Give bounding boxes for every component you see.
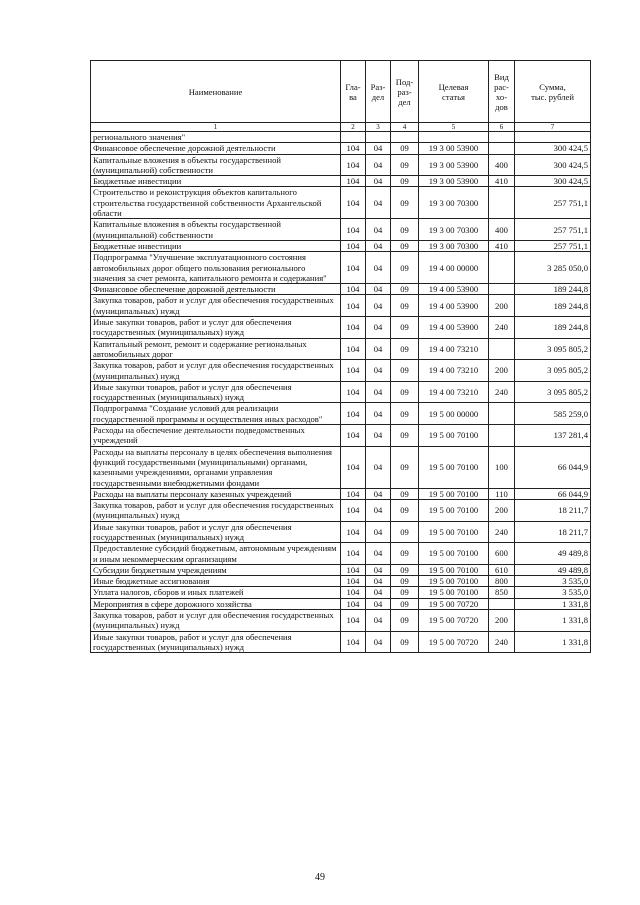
- cell-razdel: 04: [366, 317, 391, 339]
- cell-sum: 66 044,9: [515, 446, 591, 488]
- cell-sum: 66 044,9: [515, 488, 591, 499]
- cell-vid: 850: [489, 587, 515, 598]
- cell-podrazdel: 09: [391, 176, 419, 187]
- cell-vid: [489, 187, 515, 219]
- cell-name: Мероприятия в сфере дорожного хозяйства: [91, 598, 341, 609]
- cell-name: Субсидии бюджетным учреждениям: [91, 564, 341, 575]
- header-vid: Вид рас- хо- дов: [489, 61, 515, 123]
- table-body: [91, 132, 591, 653]
- cell-podrazdel: 09: [391, 488, 419, 499]
- header-target: Целевая статья: [419, 61, 489, 123]
- cell-target: 19 4 00 73210: [419, 381, 489, 403]
- cell-podrazdel: 09: [391, 403, 419, 425]
- cell-vid: 600: [489, 543, 515, 565]
- cell-sum: 189 244,8: [515, 284, 591, 295]
- cell-vid: 410: [489, 240, 515, 251]
- cell-target: 19 3 00 53900: [419, 176, 489, 187]
- cell-name: Иные бюджетные ассигнования: [91, 576, 341, 587]
- cell-razdel: 04: [366, 488, 391, 499]
- cell-glava: [341, 132, 366, 143]
- cell-name: Расходы на выплаты персоналу в целях обеспечения выполнения функций государственными (муниципальными) органами, казенными учреждениями, органами управления государственными внебюджетными фондами: [91, 446, 341, 488]
- column-index: 2: [341, 123, 366, 132]
- cell-podrazdel: 09: [391, 631, 419, 653]
- table-row: [91, 587, 591, 598]
- cell-razdel: 04: [366, 240, 391, 251]
- cell-target: 19 3 00 53900: [419, 143, 489, 154]
- cell-name: Финансовое обеспечение дорожной деятельности: [91, 284, 341, 295]
- cell-name: Бюджетные инвестиции: [91, 176, 341, 187]
- header-razdel: Раз- дел: [366, 61, 391, 123]
- cell-name: Капитальные вложения в объекты государственной (муниципальной) собственности: [91, 219, 341, 241]
- cell-sum: [515, 132, 591, 143]
- cell-vid: [489, 338, 515, 360]
- cell-vid: 400: [489, 154, 515, 176]
- cell-podrazdel: 09: [391, 317, 419, 339]
- table-row: [91, 631, 591, 653]
- cell-name: Бюджетные инвестиции: [91, 240, 341, 251]
- table-row: [91, 425, 591, 447]
- cell-vid: [489, 284, 515, 295]
- table-row: [91, 500, 591, 522]
- cell-podrazdel: 09: [391, 154, 419, 176]
- cell-razdel: 04: [366, 295, 391, 317]
- cell-name: регионального значения": [91, 132, 341, 143]
- cell-name: Иные закупки товаров, работ и услуг для обеспечения государственных (муниципальных) нужд: [91, 521, 341, 543]
- cell-glava: 104: [341, 317, 366, 339]
- cell-glava: 104: [341, 610, 366, 632]
- table-row: [91, 176, 591, 187]
- cell-razdel: 04: [366, 360, 391, 382]
- cell-razdel: 04: [366, 521, 391, 543]
- cell-target: 19 5 00 70100: [419, 564, 489, 575]
- cell-name: Строительство и реконструкция объектов капитального строительства государственной собственности Архангельской области: [91, 187, 341, 219]
- cell-sum: 257 751,1: [515, 240, 591, 251]
- cell-glava: 104: [341, 295, 366, 317]
- cell-sum: 49 489,8: [515, 543, 591, 565]
- table-row: [91, 132, 591, 143]
- cell-target: 19 4 00 73210: [419, 360, 489, 382]
- column-index: 1: [91, 123, 341, 132]
- header-podrazdel: Под- раз- дел: [391, 61, 419, 123]
- cell-name: Расходы на обеспечение деятельности подведомственных учреждений: [91, 425, 341, 447]
- cell-glava: 104: [341, 576, 366, 587]
- cell-name: Закупка товаров, работ и услуг для обеспечения государственных (муниципальных) нужд: [91, 295, 341, 317]
- cell-podrazdel: 09: [391, 240, 419, 251]
- cell-glava: 104: [341, 252, 366, 284]
- cell-sum: 3 095 805,2: [515, 381, 591, 403]
- cell-sum: 1 331,8: [515, 598, 591, 609]
- cell-sum: 3 095 805,2: [515, 360, 591, 382]
- cell-name: Иные закупки товаров, работ и услуг для обеспечения государственных (муниципальных) нужд: [91, 381, 341, 403]
- cell-sum: 585 259,0: [515, 403, 591, 425]
- document-page: [90, 60, 590, 653]
- table-row: [91, 317, 591, 339]
- column-index: 3: [366, 123, 391, 132]
- table-row: [91, 187, 591, 219]
- cell-target: 19 5 00 70100: [419, 543, 489, 565]
- cell-name: Закупка товаров, работ и услуг для обеспечения государственных (муниципальных) нужд: [91, 500, 341, 522]
- cell-razdel: 04: [366, 187, 391, 219]
- table-row: [91, 543, 591, 565]
- cell-name: Закупка товаров, работ и услуг для обеспечения государственных (муниципальных) нужд: [91, 360, 341, 382]
- column-index: 6: [489, 123, 515, 132]
- cell-vid: [489, 403, 515, 425]
- table-row: [91, 521, 591, 543]
- column-index: 5: [419, 123, 489, 132]
- cell-name: Финансовое обеспечение дорожной деятельности: [91, 143, 341, 154]
- table-row: [91, 598, 591, 609]
- cell-vid: 800: [489, 576, 515, 587]
- cell-vid: 400: [489, 219, 515, 241]
- cell-glava: 104: [341, 543, 366, 565]
- cell-vid: 240: [489, 631, 515, 653]
- cell-vid: 240: [489, 381, 515, 403]
- cell-glava: 104: [341, 284, 366, 295]
- cell-razdel: [366, 132, 391, 143]
- cell-vid: 240: [489, 521, 515, 543]
- column-index: 7: [515, 123, 591, 132]
- cell-razdel: 04: [366, 587, 391, 598]
- cell-sum: 137 281,4: [515, 425, 591, 447]
- cell-glava: 104: [341, 143, 366, 154]
- cell-razdel: 04: [366, 500, 391, 522]
- table-row: [91, 219, 591, 241]
- cell-target: 19 5 00 70100: [419, 521, 489, 543]
- cell-sum: 1 331,8: [515, 610, 591, 632]
- cell-target: 19 5 00 70100: [419, 500, 489, 522]
- cell-target: 19 5 00 00000: [419, 403, 489, 425]
- cell-razdel: 04: [366, 610, 391, 632]
- cell-vid: 110: [489, 488, 515, 499]
- cell-target: 19 5 00 70100: [419, 446, 489, 488]
- table-row: [91, 381, 591, 403]
- cell-podrazdel: 09: [391, 219, 419, 241]
- cell-podrazdel: 09: [391, 587, 419, 598]
- cell-name: Иные закупки товаров, работ и услуг для обеспечения государственных (муниципальных) нужд: [91, 317, 341, 339]
- cell-vid: 200: [489, 360, 515, 382]
- cell-sum: 3 535,0: [515, 576, 591, 587]
- cell-vid: 200: [489, 500, 515, 522]
- cell-vid: [489, 425, 515, 447]
- cell-sum: 257 751,1: [515, 187, 591, 219]
- cell-target: 19 5 00 70100: [419, 576, 489, 587]
- cell-name: Капитальный ремонт, ремонт и содержание региональных автомобильных дорог: [91, 338, 341, 360]
- cell-podrazdel: 09: [391, 360, 419, 382]
- table-row: [91, 252, 591, 284]
- cell-podrazdel: 09: [391, 338, 419, 360]
- cell-vid: [489, 252, 515, 284]
- cell-sum: 300 424,5: [515, 176, 591, 187]
- cell-glava: 104: [341, 176, 366, 187]
- cell-target: 19 4 00 53900: [419, 317, 489, 339]
- cell-razdel: 04: [366, 252, 391, 284]
- cell-podrazdel: 09: [391, 564, 419, 575]
- cell-podrazdel: 09: [391, 284, 419, 295]
- table-row: [91, 295, 591, 317]
- cell-glava: 104: [341, 488, 366, 499]
- cell-sum: 3 535,0: [515, 587, 591, 598]
- cell-glava: 104: [341, 564, 366, 575]
- cell-podrazdel: 09: [391, 446, 419, 488]
- cell-razdel: 04: [366, 143, 391, 154]
- cell-vid: 610: [489, 564, 515, 575]
- cell-vid: 410: [489, 176, 515, 187]
- cell-vid: [489, 598, 515, 609]
- cell-podrazdel: 09: [391, 381, 419, 403]
- cell-razdel: 04: [366, 176, 391, 187]
- cell-podrazdel: 09: [391, 295, 419, 317]
- cell-sum: 1 331,8: [515, 631, 591, 653]
- cell-razdel: 04: [366, 403, 391, 425]
- cell-vid: 200: [489, 610, 515, 632]
- table-row: [91, 338, 591, 360]
- cell-name: Уплата налогов, сборов и иных платежей: [91, 587, 341, 598]
- table-row: [91, 284, 591, 295]
- cell-glava: 104: [341, 425, 366, 447]
- cell-name: Подпрограмма "Улучшение эксплуатационного состояния автомобильных дорог общего пользования регионального значения за счет ремонта, капитального ремонта и содержания": [91, 252, 341, 284]
- cell-target: 19 3 00 70300: [419, 219, 489, 241]
- cell-target: 19 4 00 53900: [419, 284, 489, 295]
- cell-name: Предоставление субсидий бюджетным, автономным учреждениям и иным некоммерческим организациям: [91, 543, 341, 565]
- cell-glava: 104: [341, 381, 366, 403]
- cell-target: 19 5 00 70100: [419, 488, 489, 499]
- cell-podrazdel: 09: [391, 598, 419, 609]
- cell-razdel: 04: [366, 446, 391, 488]
- table-header: [91, 61, 591, 132]
- cell-target: [419, 132, 489, 143]
- cell-sum: 300 424,5: [515, 154, 591, 176]
- cell-name: Закупка товаров, работ и услуг для обеспечения государственных (муниципальных) нужд: [91, 610, 341, 632]
- cell-razdel: 04: [366, 381, 391, 403]
- cell-vid: [489, 143, 515, 154]
- cell-razdel: 04: [366, 631, 391, 653]
- header-glava: Гла- ва: [341, 61, 366, 123]
- cell-name: Расходы на выплаты персоналу казенных учреждений: [91, 488, 341, 499]
- cell-target: 19 5 00 70100: [419, 587, 489, 598]
- column-index: 4: [391, 123, 419, 132]
- cell-target: 19 4 00 00000: [419, 252, 489, 284]
- cell-glava: 104: [341, 587, 366, 598]
- cell-glava: 104: [341, 598, 366, 609]
- cell-target: 19 3 00 70300: [419, 240, 489, 251]
- cell-sum: 300 424,5: [515, 143, 591, 154]
- cell-razdel: 04: [366, 219, 391, 241]
- table-row: [91, 576, 591, 587]
- cell-podrazdel: 09: [391, 187, 419, 219]
- cell-sum: 257 751,1: [515, 219, 591, 241]
- cell-podrazdel: 09: [391, 576, 419, 587]
- cell-sum: 18 211,7: [515, 500, 591, 522]
- cell-razdel: 04: [366, 543, 391, 565]
- cell-sum: 3 285 050,0: [515, 252, 591, 284]
- table-row: [91, 488, 591, 499]
- cell-target: 19 5 00 70720: [419, 610, 489, 632]
- budget-table: [90, 60, 591, 653]
- cell-target: 19 5 00 70100: [419, 425, 489, 447]
- cell-razdel: 04: [366, 576, 391, 587]
- cell-podrazdel: 09: [391, 252, 419, 284]
- cell-podrazdel: 09: [391, 543, 419, 565]
- cell-sum: 18 211,7: [515, 521, 591, 543]
- table-row: [91, 446, 591, 488]
- cell-razdel: 04: [366, 284, 391, 295]
- cell-sum: 189 244,8: [515, 317, 591, 339]
- cell-glava: 104: [341, 187, 366, 219]
- table-row: [91, 240, 591, 251]
- table-row: [91, 143, 591, 154]
- table-row: [91, 403, 591, 425]
- cell-podrazdel: 09: [391, 521, 419, 543]
- cell-vid: 200: [489, 295, 515, 317]
- cell-target: 19 4 00 53900: [419, 295, 489, 317]
- cell-target: 19 5 00 70720: [419, 631, 489, 653]
- cell-glava: 104: [341, 446, 366, 488]
- cell-glava: 104: [341, 521, 366, 543]
- table-row: [91, 610, 591, 632]
- header-sum: Сумма, тыс. рублей: [515, 61, 591, 123]
- cell-glava: 104: [341, 154, 366, 176]
- cell-glava: 104: [341, 360, 366, 382]
- table-row: [91, 360, 591, 382]
- cell-razdel: 04: [366, 338, 391, 360]
- cell-glava: 104: [341, 631, 366, 653]
- page-number: 49: [315, 872, 325, 883]
- cell-razdel: 04: [366, 154, 391, 176]
- cell-glava: 104: [341, 338, 366, 360]
- cell-podrazdel: [391, 132, 419, 143]
- cell-glava: 104: [341, 219, 366, 241]
- cell-razdel: 04: [366, 598, 391, 609]
- cell-glava: 104: [341, 240, 366, 251]
- cell-sum: 189 244,8: [515, 295, 591, 317]
- cell-vid: 100: [489, 446, 515, 488]
- cell-name: Иные закупки товаров, работ и услуг для обеспечения государственных (муниципальных) нужд: [91, 631, 341, 653]
- cell-vid: [489, 132, 515, 143]
- cell-target: 19 3 00 70300: [419, 187, 489, 219]
- column-index-row: [91, 123, 591, 132]
- cell-name: Подпрограмма "Создание условий для реализации государственной программы и осуществления иных расходов": [91, 403, 341, 425]
- cell-sum: 3 095 805,2: [515, 338, 591, 360]
- cell-podrazdel: 09: [391, 143, 419, 154]
- cell-razdel: 04: [366, 564, 391, 575]
- cell-glava: 104: [341, 500, 366, 522]
- cell-name: Капитальные вложения в объекты государственной (муниципальной) собственности: [91, 154, 341, 176]
- cell-target: 19 3 00 53900: [419, 154, 489, 176]
- header-name: Наименование: [91, 61, 341, 123]
- cell-target: 19 4 00 73210: [419, 338, 489, 360]
- cell-sum: 49 489,8: [515, 564, 591, 575]
- table-row: [91, 564, 591, 575]
- cell-glava: 104: [341, 403, 366, 425]
- cell-vid: 240: [489, 317, 515, 339]
- cell-razdel: 04: [366, 425, 391, 447]
- table-row: [91, 154, 591, 176]
- cell-podrazdel: 09: [391, 425, 419, 447]
- cell-target: 19 5 00 70720: [419, 598, 489, 609]
- cell-podrazdel: 09: [391, 500, 419, 522]
- cell-podrazdel: 09: [391, 610, 419, 632]
